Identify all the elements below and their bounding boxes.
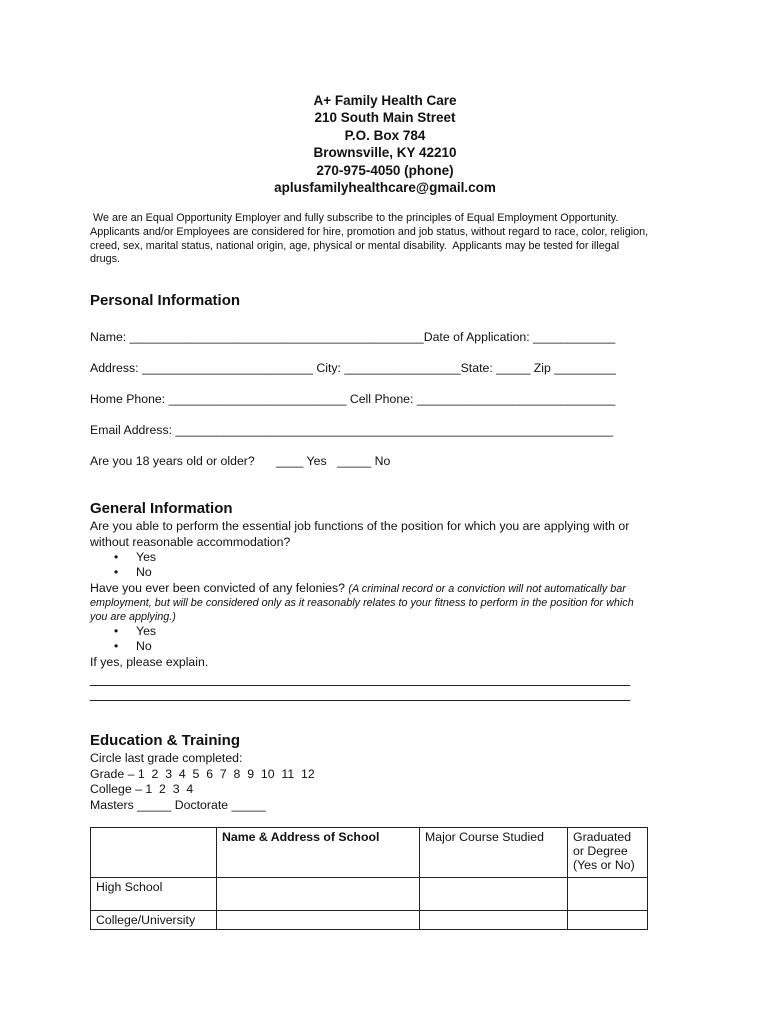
bullet-icon: • — [114, 639, 119, 653]
high-school-graduated-cell[interactable] — [568, 878, 648, 911]
eeo-line: drugs. — [90, 253, 121, 266]
eeo-statement — [90, 212, 690, 267]
q2-text — [90, 581, 626, 598]
age-no-option[interactable]: _____ No — [337, 454, 391, 468]
high-school-name-cell[interactable] — [217, 878, 420, 911]
eeo-line: creed, sex, marital status, national origin, age, physical or mental disability. Applicants may be tested for illegal — [90, 239, 620, 252]
eeo-line: Applicants and/or Employees are considered for hire, promotion and job status, without regard to race, color, religion, — [90, 225, 649, 238]
org-street: 210 South Main Street — [314, 110, 456, 126]
bullet-icon: • — [114, 565, 119, 579]
letterhead — [0, 92, 770, 196]
education-table — [90, 827, 648, 930]
education-heading: Education & Training — [90, 732, 241, 749]
table-corner-cell — [91, 828, 217, 878]
q1-yes-option[interactable]: Yes — [136, 550, 157, 564]
grade-options[interactable]: Grade – 1 2 3 4 5 6 7 8 9 10 11 12 — [90, 767, 315, 781]
q2-note: (A criminal record or a conviction will not automatically bar — [348, 583, 626, 595]
table-header-row — [91, 828, 648, 878]
q1-text: Are you able to perform the essential job functions of the position for which you are applying with or — [90, 519, 630, 533]
age-yes-option[interactable]: ____ Yes — [276, 454, 327, 468]
high-school-major-cell[interactable] — [420, 878, 568, 911]
table-row — [91, 911, 648, 930]
explain-line[interactable] — [90, 685, 630, 686]
row-label-high-school: High School — [91, 878, 217, 911]
graduate-options[interactable]: Masters _____ Doctorate _____ — [90, 798, 266, 812]
explain-line[interactable] — [90, 700, 630, 701]
q1-text-cont: without reasonable accommodation? — [90, 535, 291, 549]
age-question: Are you 18 years old or older? — [90, 454, 255, 468]
org-email: aplusfamilyhealthcare@gmail.com — [274, 180, 496, 196]
q2-note-end: you are applying.) — [90, 611, 176, 623]
org-phone: 270-975-4050 (phone) — [316, 162, 454, 178]
q2-yes-option[interactable]: Yes — [136, 624, 157, 638]
circle-prompt: Circle last grade completed: — [90, 751, 243, 765]
bullet-icon: • — [114, 550, 119, 564]
explain-prompt: If yes, please explain. — [90, 655, 209, 669]
college-options[interactable]: College – 1 2 3 4 — [90, 782, 194, 796]
q2-no-option[interactable]: No — [136, 639, 152, 653]
col-header-graduated — [568, 828, 648, 878]
personal-info-heading: Personal Information — [90, 292, 241, 309]
bullet-icon: • — [114, 624, 119, 638]
col-header-major: Major Course Studied — [420, 828, 568, 878]
q1-no-option[interactable]: No — [136, 565, 152, 579]
col-header-school: Name & Address of School — [217, 828, 420, 878]
general-info-heading: General Information — [90, 500, 233, 517]
q2-question: Have you ever been convicted of any felonies? — [90, 581, 349, 595]
org-city-state-zip: Brownsville, KY 42210 — [313, 145, 457, 161]
col-header-graduated-2: or Degree — [573, 844, 628, 858]
college-graduated-cell[interactable] — [568, 911, 648, 930]
college-major-cell[interactable] — [420, 911, 568, 930]
college-name-cell[interactable] — [217, 911, 420, 930]
phone-field[interactable]: Home Phone: __________________________ Cell Phone: _____________________________ — [90, 392, 616, 406]
col-header-graduated-3: (Yes or No) — [573, 858, 635, 872]
org-name: A+ Family Health Care — [313, 93, 457, 108]
org-po-box: P.O. Box 784 — [344, 127, 426, 143]
address-field[interactable]: Address: _________________________ City: _________________State: _____ Zip _________ — [90, 361, 616, 375]
name-field[interactable]: Name: ___________________________________________Date of Application: ____________ — [90, 330, 616, 344]
email-field[interactable]: Email Address: ________________________________________________________________ — [90, 423, 614, 437]
row-label-college: College/University — [91, 911, 217, 930]
q2-note-cont: employment, but will be considered only as it reasonably relates to your fitness to perform in the position for which — [90, 597, 634, 609]
col-header-graduated-1: Graduated — [573, 830, 632, 844]
eeo-line: We are an Equal Opportunity Employer and fully subscribe to the principles of Equal Employment Opportunity. — [90, 212, 619, 224]
table-row — [91, 878, 648, 911]
